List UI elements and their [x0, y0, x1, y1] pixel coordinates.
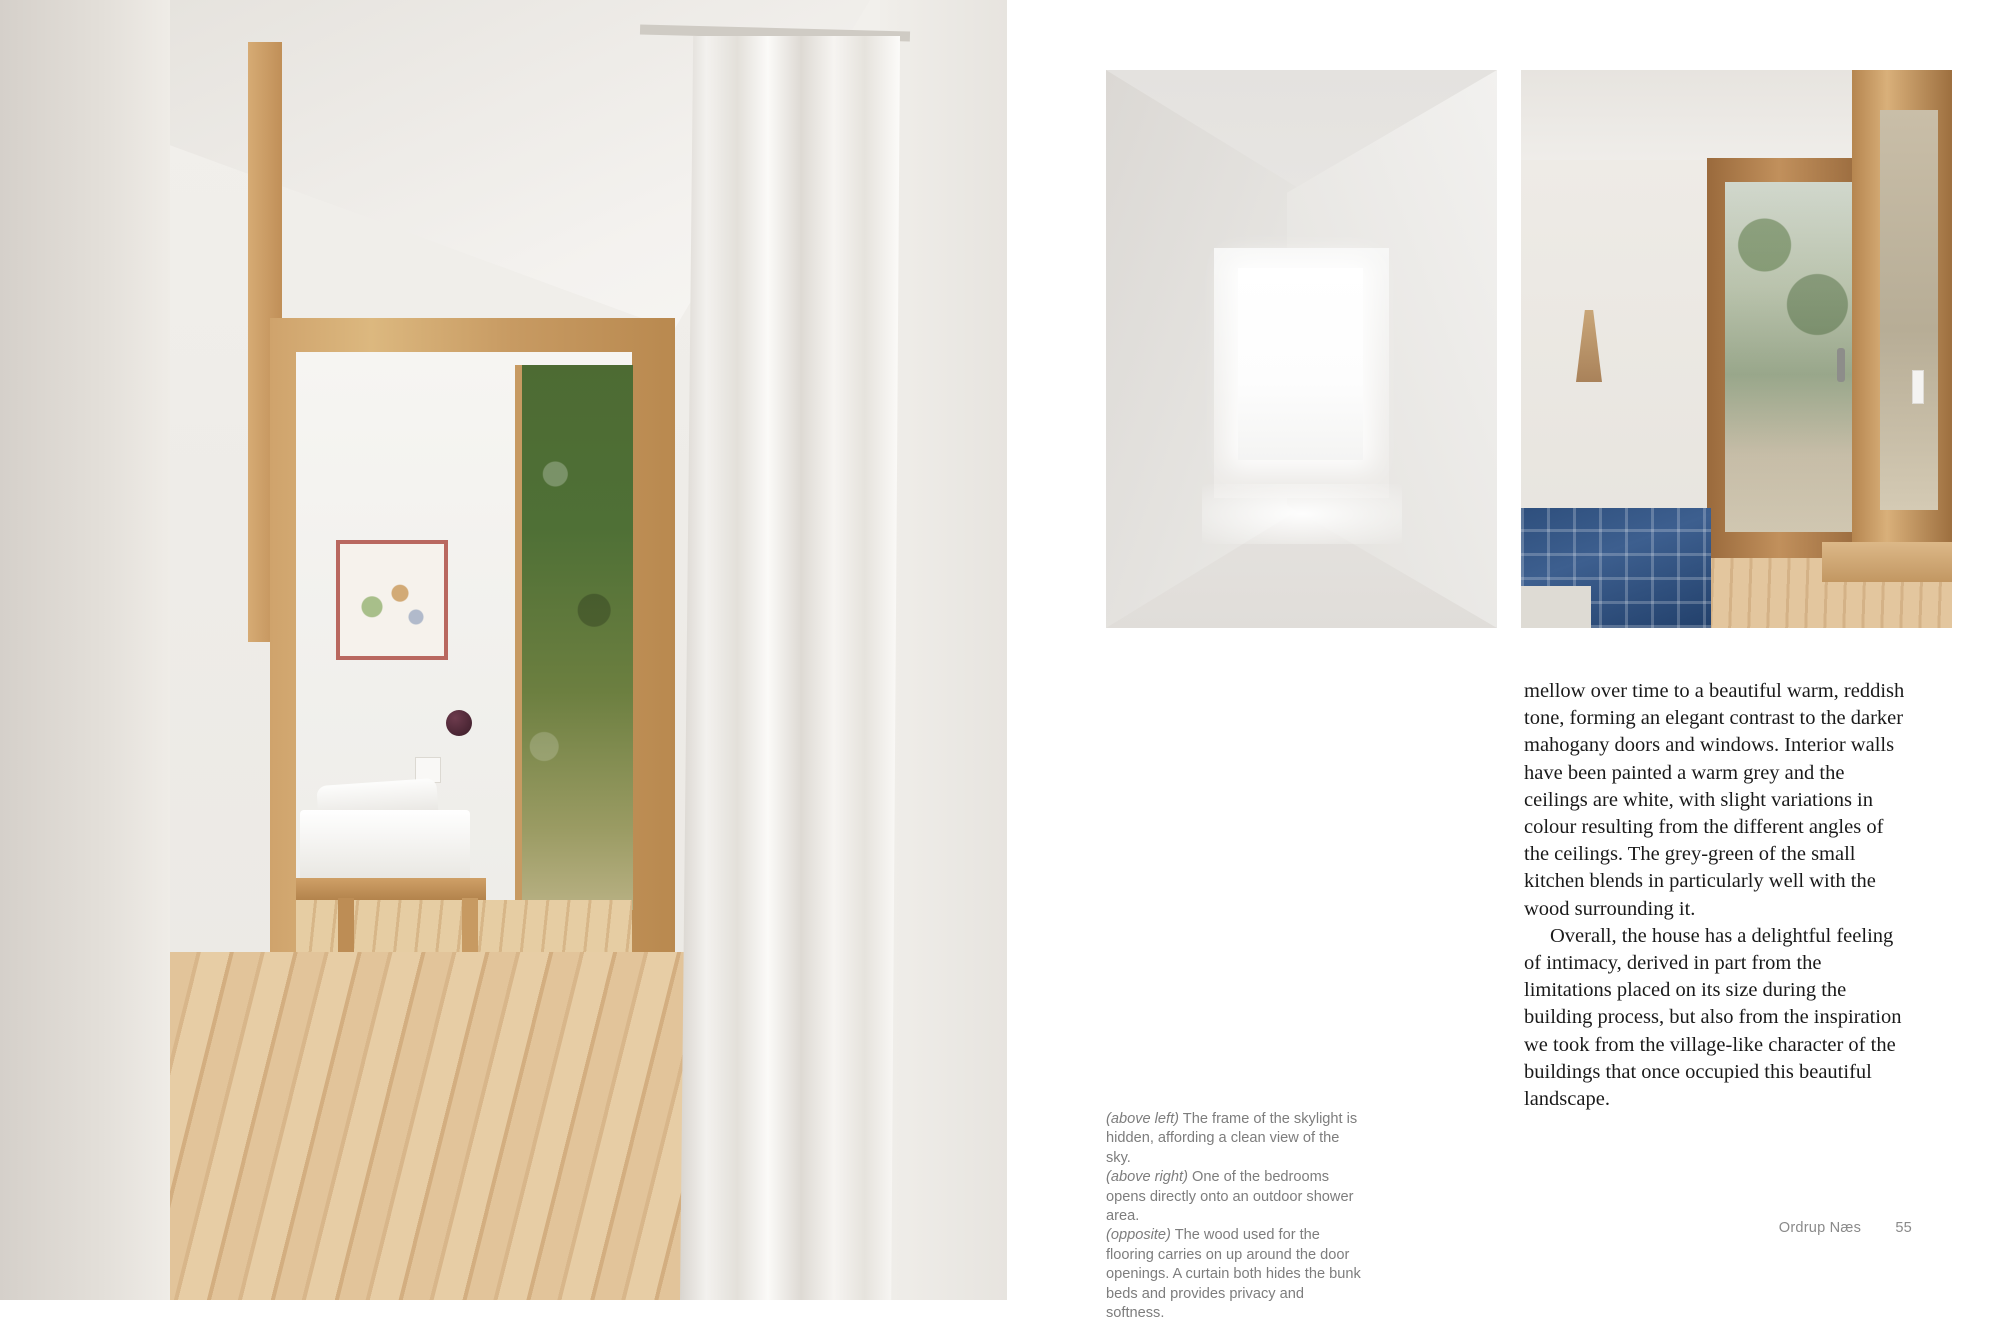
bedroom-door-photo — [1521, 70, 1952, 628]
caption-entry-opposite — [1106, 1226, 1366, 1323]
caption-label-above-right: (above right) — [1106, 1169, 1188, 1186]
door-handle — [1837, 348, 1845, 382]
caption-text-above-right: One of the bedrooms opens directly onto an outdoor shower area. — [1106, 1169, 1354, 1225]
skylight-photo — [1106, 70, 1497, 628]
left-page — [0, 0, 1007, 1300]
caption-text-above-left: The frame of the skylight is hidden, affording a clean view of the sky. — [1106, 1111, 1358, 1166]
left-wall — [0, 0, 170, 1300]
bed-frame — [296, 878, 486, 900]
caption-label-above-left: (above left) — [1106, 1111, 1180, 1127]
window-sill — [1822, 542, 1952, 582]
caption-entry-above-right — [1106, 1168, 1366, 1226]
photo-caption — [1106, 1110, 1366, 1323]
light-pool — [1202, 484, 1402, 544]
wall-switch — [1912, 370, 1924, 404]
photo-row — [1106, 70, 1952, 628]
body-text — [1524, 678, 1906, 1113]
caption-entry-above-left — [1106, 1110, 1366, 1168]
folio-title: Ordrup Næs — [1778, 1220, 1862, 1236]
page-number: 55 — [1895, 1220, 1912, 1236]
right-wall — [880, 0, 1007, 1300]
garden-window — [515, 365, 633, 910]
bed-sheet — [1521, 586, 1591, 628]
white-curtain — [680, 36, 900, 1300]
right-page — [1015, 0, 2000, 1322]
skylight-glass — [1238, 268, 1363, 460]
window-glass — [1880, 110, 1938, 510]
bed-mattress — [300, 810, 470, 882]
hallway-bedroom-photo — [0, 0, 1007, 1300]
caption-label-opposite: (opposite) — [1106, 1227, 1171, 1244]
framed-picture — [336, 540, 448, 660]
wall-hook — [446, 710, 472, 736]
caption-text-opposite: The wood used for the flooring carries on up around the door openings. A curtain both hides the bunk beds and provides privacy and softness. — [1106, 1227, 1361, 1322]
spread-gutter — [1007, 0, 1015, 1300]
body-paragraph-1: mellow over time to a beautiful warm, reddish tone, forming an elegant contrast to the darker mahogany doors and windows. Interior walls have been painted a warm grey and the ceilings are white, with slight variations in colour resulting from the different angles of the ceilings. The grey-green of the small kitchen blends in particularly well with the wood surrounding it. — [1524, 680, 1905, 920]
body-paragraph-2: Overall, the house has a delightful feeling of intimacy, derived in part from the limitations placed on its size during the building process, but also from the inspiration we took from the village-like character of the buildings that once occupied this beautiful landscape. — [1524, 924, 1902, 1111]
folio — [1779, 1220, 1912, 1236]
